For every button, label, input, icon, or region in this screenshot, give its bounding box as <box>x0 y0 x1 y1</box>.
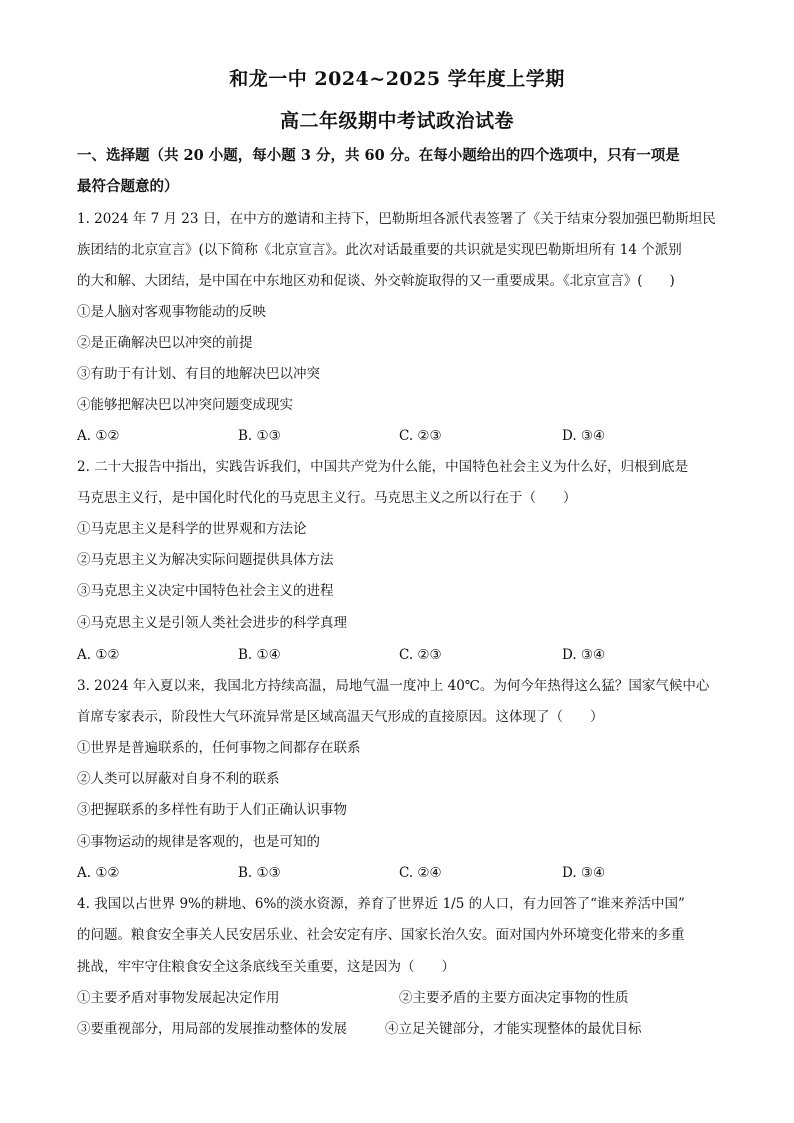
option-a: A. ①② <box>77 865 120 881</box>
option-c: C. ②③ <box>399 647 442 663</box>
option-c: C. ②④ <box>399 865 442 881</box>
question-stem-line: 的问题。粮食安全事关人民安居乐业、社会安定有序、国家长治久安。面对国内外环境变化带来的多重 <box>77 927 685 943</box>
option-c: C. ②③ <box>399 428 442 444</box>
question-stem-line: 的大和解、大团结，是中国在中东地区劝和促谈、外交斡旋取得的又一重要成果。《北京宣言》( ) <box>77 273 675 289</box>
statement-item: ②是正确解决巴以冲突的前提 <box>77 335 253 351</box>
title-line-1: 和龙一中 2024~2025 学年度上学期 <box>229 68 565 90</box>
question-stem-line: 1. 2024 年 7 月 23 日，在中方的邀请和主持下，巴勒斯坦各派代表签署了《关于结束分裂加强巴勒斯坦民 <box>77 211 716 227</box>
statement-item: ④立足关键部分，才能实现整体的最优目标 <box>385 1021 642 1037</box>
option-d: D. ③④ <box>562 865 606 881</box>
option-b: B. ①③ <box>238 865 281 881</box>
statement-item: ②人类可以屏蔽对自身不利的联系 <box>77 771 280 787</box>
statement-item: ③把握联系的多样性有助于人们正确认识事物 <box>77 802 347 818</box>
statement-item: ①主要矛盾对事物发展起决定作用 <box>77 990 280 1006</box>
question-stem-line: 2. 二十大报告中指出，实践告诉我们，中国共产党为什么能，中国特色社会主义为什么好，归根到底是 <box>77 459 689 475</box>
statement-item: ④马克思主义是引领人类社会进步的科学真理 <box>77 615 347 631</box>
statement-item: ①世界是普遍联系的，任何事物之间都存在联系 <box>77 740 361 756</box>
option-a: A. ①② <box>77 647 120 663</box>
option-b: B. ①④ <box>238 647 281 663</box>
statement-item: ①马克思主义是科学的世界观和方法论 <box>77 521 307 537</box>
title-line-2: 高二年级期中考试政治试卷 <box>279 110 514 132</box>
question-stem-line: 3. 2024 年入夏以来，我国北方持续高温，局地气温一度冲上 40℃。为何今年热得这么猛？国家气候中心 <box>77 678 710 694</box>
question-stem-line: 族团结的北京宣言》(以下简称《北京宣言》。此次对话最重要的共识就是实现巴勒斯坦所有 14 个派别 <box>77 242 682 258</box>
question-stem-line: 首席专家表示，阶段性大气环流异常是区域高温天气形成的直接原因。这体现了（ ） <box>77 709 604 725</box>
question-stem-line: 4. 我国以占世界 9%的耕地、6%的淡水资源，养育了世界近 1/5 的人口，有力回答了“谁来养活中国” <box>77 896 685 912</box>
option-a: A. ①② <box>77 428 120 444</box>
statement-item: ③有助于有计划、有目的地解决巴以冲突 <box>77 366 320 382</box>
question-stem-line: 挑战，牢牢守住粮食安全这条底线至关重要，这是因为（ ） <box>77 959 455 975</box>
statement-item: ②主要矛盾的主要方面决定事物的性质 <box>399 990 629 1006</box>
statement-item: ③要重视部分，用局部的发展推动整体的发展 <box>77 1021 347 1037</box>
section-header-line-1: 一、选择题（共 20 小题，每小题 3 分，共 60 分。在每小题给出的四个选项中，只有一项是 <box>77 147 680 164</box>
section-header-line-2: 最符合题意的） <box>77 178 179 195</box>
statement-item: ②马克思主义为解决实际问题提供具体方法 <box>77 552 334 568</box>
question-stem-line: 马克思主义行，是中国化时代化的马克思主义行。马克思主义之所以行在于（ ） <box>77 490 577 506</box>
statement-item: ④事物运动的规律是客观的，也是可知的 <box>77 834 320 850</box>
option-b: B. ①③ <box>238 428 281 444</box>
statement-item: ④能够把解决巴以冲突问题变成现实 <box>77 397 293 413</box>
option-d: D. ③④ <box>562 428 606 444</box>
statement-item: ①是人脑对客观事物能动的反映 <box>77 304 266 320</box>
option-d: D. ③④ <box>562 647 606 663</box>
statement-item: ③马克思主义决定中国特色社会主义的进程 <box>77 583 334 599</box>
